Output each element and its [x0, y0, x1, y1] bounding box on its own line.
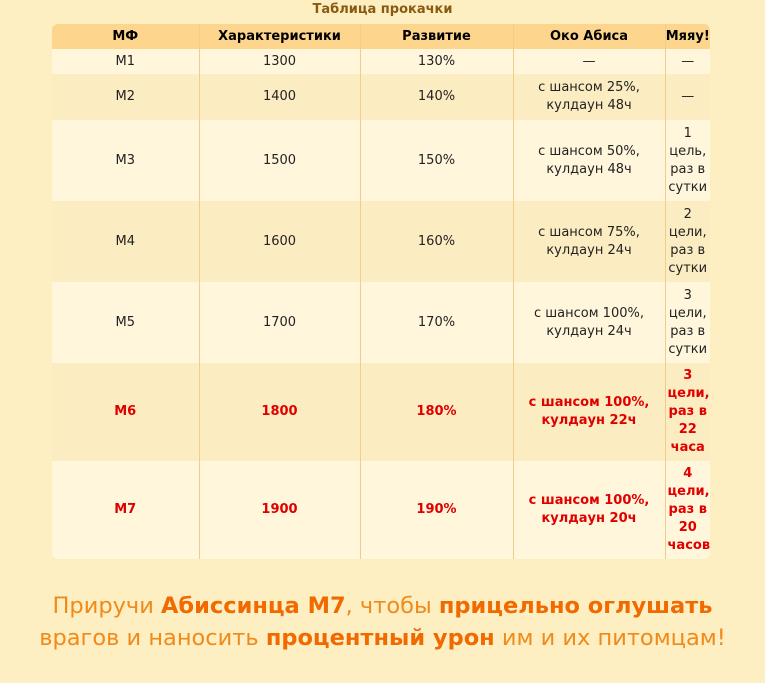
table-row [52, 201, 710, 282]
cell-growth: 170% [360, 282, 513, 363]
cell-meow-line: сутки [668, 179, 708, 195]
cell-meow [665, 74, 710, 120]
cell-stats: 1600 [199, 201, 360, 282]
cell-meow-line: часа [670, 440, 705, 455]
cell-abyss-eye-line: с шансом 75%, [538, 224, 640, 240]
cell-meow-line: цели, [667, 484, 710, 499]
cell-meow-line: раз в [668, 502, 707, 517]
cell-abyss-eye [513, 120, 665, 201]
cell-meow-line: 2 [683, 206, 692, 222]
table-row [52, 74, 710, 120]
column-header-growth: Развитие [360, 24, 513, 49]
cell-abyss-eye-line: кулдаун 20ч [541, 511, 637, 526]
cell-abyss-eye [513, 74, 665, 120]
cell-meow [665, 282, 710, 363]
cell-stats: 1700 [199, 282, 360, 363]
table-row [52, 120, 710, 201]
cell-meow-line: раз в [670, 323, 706, 339]
cell-meow-line: 1 [683, 125, 692, 141]
cell-growth: 150% [360, 120, 513, 201]
cell-mf: М6 [52, 363, 199, 461]
cell-mf: М5 [52, 282, 199, 363]
cell-growth: 190% [360, 461, 513, 559]
cell-stats: 1300 [199, 49, 360, 74]
cell-growth: 130% [360, 49, 513, 74]
promo-text-segment: врагов и наносить [39, 625, 266, 651]
column-header-stats: Характеристики [199, 24, 360, 49]
cell-abyss-eye-line: кулдаун 22ч [541, 413, 637, 428]
cell-stats: 1800 [199, 363, 360, 461]
cell-meow-line: — [681, 53, 695, 69]
table-row [52, 282, 710, 363]
cell-meow-line: сутки [668, 341, 708, 357]
table-header-row [52, 24, 710, 49]
cell-meow-line: — [681, 89, 695, 104]
cell-meow-line: часов [667, 538, 710, 553]
cell-mf: М3 [52, 120, 199, 201]
cell-abyss-eye-line: кулдаун 48ч [546, 98, 632, 113]
cell-meow-line: цели, [667, 386, 710, 401]
cell-meow-line: раз в [668, 404, 707, 419]
column-header-abyss-eye: Око Абиса [513, 24, 665, 49]
column-header-meow: Мяяу! [665, 24, 710, 49]
cell-abyss-eye-line: кулдаун 48ч [546, 161, 632, 177]
cell-abyss-eye-line: с шансом 100%, [534, 305, 644, 321]
promo-text [0, 590, 765, 654]
table-caption: Таблица прокачки [312, 2, 453, 17]
promo-text-segment: Приручи [52, 593, 161, 619]
cell-meow-line: 4 [683, 466, 693, 481]
promo-text-segment: им и их питомцам! [494, 625, 726, 651]
upgrade-table [52, 24, 710, 559]
cell-meow-line: 3 [683, 368, 693, 383]
cell-meow [665, 363, 710, 461]
cell-meow [665, 120, 710, 201]
cell-abyss-eye [513, 49, 665, 74]
promo-text-segment: , чтобы [345, 593, 439, 619]
cell-abyss-eye-line: с шансом 100%, [528, 395, 650, 410]
upgrade-table-container [52, 24, 710, 559]
cell-meow-line: 22 [678, 422, 697, 437]
cell-stats: 1500 [199, 120, 360, 201]
column-header-mf: МФ [52, 24, 199, 49]
table-row [52, 363, 710, 461]
cell-meow [665, 201, 710, 282]
cell-meow-line: сутки [668, 260, 708, 276]
cell-mf: М2 [52, 74, 199, 120]
cell-abyss-eye [513, 363, 665, 461]
cell-abyss-eye [513, 201, 665, 282]
cell-abyss-eye [513, 282, 665, 363]
cell-meow-line: 20 [678, 520, 697, 535]
cell-abyss-eye-line: с шансом 25%, [538, 80, 640, 95]
cell-growth: 180% [360, 363, 513, 461]
cell-abyss-eye [513, 461, 665, 559]
cell-meow-line: цель, [669, 143, 707, 159]
table-row [52, 461, 710, 559]
promo-emphasis: Абиссинца М7 [161, 593, 346, 619]
cell-stats: 1900 [199, 461, 360, 559]
cell-stats: 1400 [199, 74, 360, 120]
cell-abyss-eye-line: кулдаун 24ч [546, 242, 632, 258]
cell-abyss-eye-line: с шансом 50%, [538, 143, 640, 159]
cell-meow [665, 49, 710, 74]
promo-line-2 [0, 622, 765, 654]
cell-meow-line: раз в [670, 242, 706, 258]
cell-meow-line: 3 [683, 287, 692, 303]
cell-meow [665, 461, 710, 559]
cell-growth: 140% [360, 74, 513, 120]
cell-meow-line: раз в [670, 161, 706, 177]
cell-meow-line: цели, [668, 305, 707, 321]
promo-line-1 [0, 590, 765, 622]
cell-growth: 160% [360, 201, 513, 282]
cell-abyss-eye-line: с шансом 100%, [528, 493, 650, 508]
table-row [52, 49, 710, 74]
cell-abyss-eye-line: — [582, 53, 596, 69]
cell-meow-line: цели, [668, 224, 707, 240]
promo-emphasis: процентный урон [265, 625, 495, 651]
cell-mf: М4 [52, 201, 199, 282]
cell-mf: М1 [52, 49, 199, 74]
cell-abyss-eye-line: кулдаун 24ч [546, 323, 632, 339]
promo-emphasis: прицельно оглушать [438, 593, 713, 619]
cell-mf: М7 [52, 461, 199, 559]
